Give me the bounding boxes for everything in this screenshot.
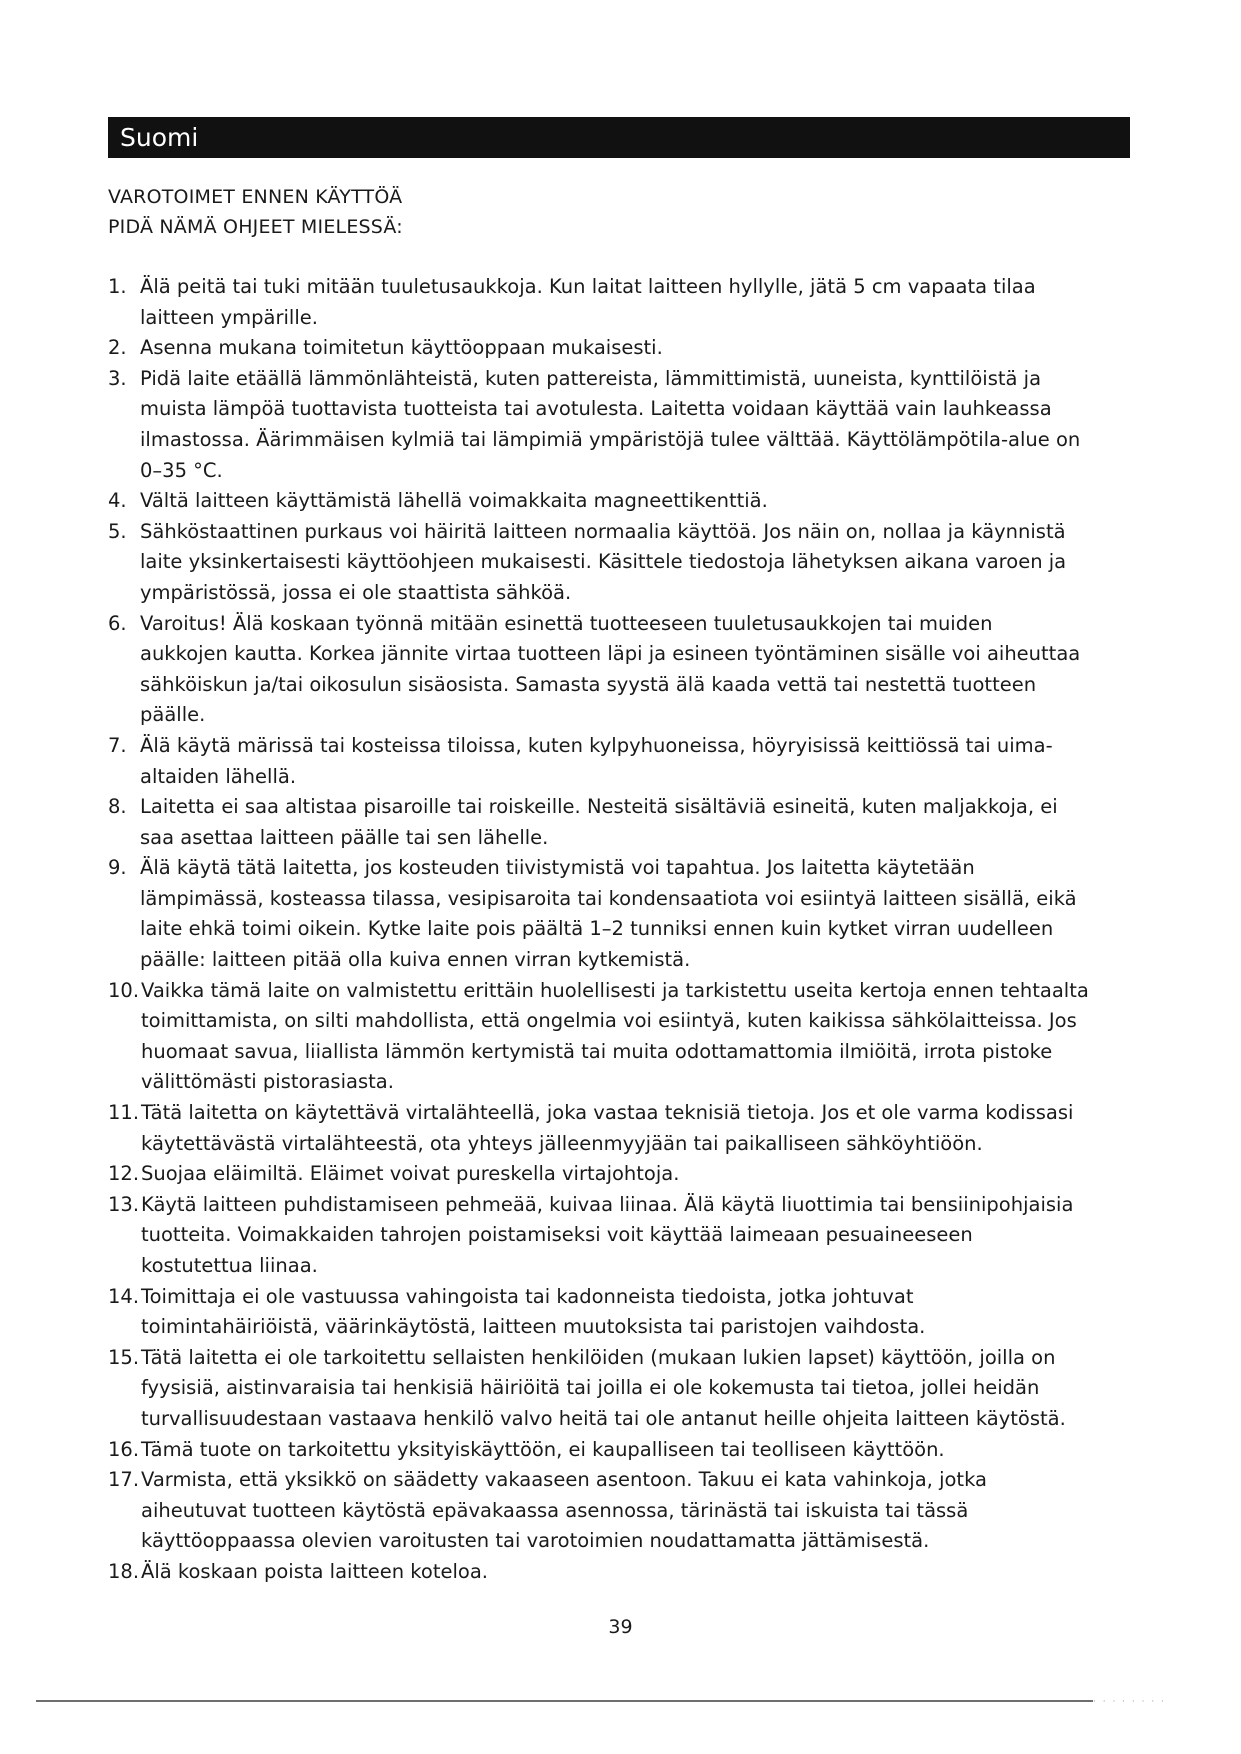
item-number: 17. [108,1468,140,1492]
precautions-heading [108,182,403,242]
list-item [108,1190,1153,1282]
item-number: 10. [108,978,140,1002]
item-text: Asenna mukana toimitetun käyttöoppaan mukaisesti. [140,336,663,360]
item-number: 4. [108,489,127,513]
list-item [108,1465,1153,1557]
list-item [108,1098,1153,1159]
item-number: 2. [108,336,127,360]
item-text: Sähköstaattinen purkaus voi häiritä laitteen normaalia käyttöä. Jos näin on, nollaa ja käynnistä laite yksinkertaisesti käyttöohjeen mukaisesti. Käsittele tiedostoja lähetyksen aikana varoen ja ympäristössä, jossa ei ole staattista sähköä. [140,519,1067,604]
item-text: Vältä laitteen käyttämistä lähellä voimakkaita magneettikenttiä. [140,489,768,513]
list-item [108,364,1153,486]
item-number: 6. [108,611,127,635]
item-text: Pidä laite etäällä lämmönlähteistä, kuten pattereista, lämmittimistä, uuneista, kynttilöistä ja muista lämpöä tuottavista tuotteista tai avotulesta. Laitetta voidaan käyttää vain lauhkeassa ilmastossa. Äärimmäisen kylmiä tai lämpimiä ympäristöjä tulee välttää. Käyttölämpötila-alue on 0–35 °C. [140,366,1081,482]
item-number: 5. [108,519,127,543]
item-number: 9. [108,856,127,880]
list-item [108,272,1153,333]
list-item [108,792,1153,853]
item-text: Älä käytä märissä tai kosteissa tiloissa, kuten kylpyhuoneissa, höyryisissä keittiössä tai uima- altaiden lähellä. [140,733,1053,788]
item-number: 11. [108,1101,140,1125]
heading-line-2: PIDÄ NÄMÄ OHJEET MIELESSÄ: [108,216,403,238]
footer-rule [36,1700,1093,1702]
list-item [108,517,1153,609]
item-number: 18. [108,1559,140,1583]
item-number: 1. [108,275,127,298]
item-number: 12. [108,1162,140,1186]
item-number: 14. [108,1284,140,1308]
list-item [108,1159,1153,1190]
footer-decoration: · · · · · · · · [1093,1697,1166,1707]
item-number: 15. [108,1345,140,1369]
item-text: Älä koskaan poista laitteen koteloa. [141,1559,488,1583]
item-text: Tätä laitetta on käytettävä virtalähteellä, joka vastaa teknisiä tietoja. Jos et ole varma kodissasi käytettävästä virtalähteestä, ota yhteys jälleenmyyjään tai paikalliseen sähköyhtiöön. [141,1101,1074,1155]
item-number: 8. [108,795,127,819]
heading-line-1: VAROTOIMET ENNEN KÄYTTÖÄ [108,186,403,208]
list-item [108,1557,1153,1588]
item-text: Varoitus! Älä koskaan työnnä mitään esinettä tuotteeseen tuuletusaukkojen tai muiden aukkojen kautta. Korkea jännite virtaa tuotteen läpi ja esineen työntäminen sisälle voi aiheuttaa sähköiskun ja/tai oikosulun sisäosista. Samasta syystä älä kaada vettä tai nestettä tuotteen päälle. [140,611,1081,727]
item-text: Älä peitä tai tuki mitään tuuletusaukkoja. Kun laitat laitteen hyllylle, jätä 5 cm vapaata tilaa laitteen ympärille. [140,275,1036,329]
list-item [108,486,1153,517]
item-text: Älä käytä tätä laitetta, jos kosteuden tiivistymistä voi tapahtua. Jos laitetta käytetään lämpimässä, kosteassa tilassa, vesipisaroita tai kondensaatiota voi esiintyä laitteen sisällä, eikä laite ehkä toimi oikein. Kytke laite pois päältä 1–2 tunniksi ennen kuin kytket virran uudelleen päälle: laitteen pitää olla kuiva ennen virran kytkemistä. [140,856,1077,972]
item-text: Vaikka tämä laite on valmistettu erittäin huolellisesti ja tarkistettu useita kertoja ennen tehtaalta toimittamista, on silti mahdollista, että ongelmia voi esiintyä, kuten kaikissa sähkölaitteissa. Jos huomaat savua, liiallista lämmön kertymistä tai muita odottamattomia ilmiöitä, irrota pistoke välittömästi pistorasiasta. [141,978,1089,1094]
list-item [108,731,1153,792]
item-number: 13. [108,1192,140,1216]
list-item [108,1343,1153,1435]
item-text: Varmista, että yksikkö on säädetty vakaaseen asentoon. Takuu ei kata vahinkoja, jotka aiheutuvat tuotteen käytöstä epävakaassa asennossa, tärinästä tai iskuista tai tässä käyttöoppaassa olevien varoitusten tai varotoimien noudattamatta jättämisestä. [141,1468,987,1553]
item-number: 16. [108,1437,140,1461]
list-item [108,333,1153,364]
item-number: 7. [108,733,127,757]
list-item [108,1282,1153,1343]
section-title-bar [108,117,1130,158]
list-item [108,853,1153,975]
list-item [108,976,1153,1098]
page-number: 39 [608,1616,633,1638]
section-title: Suomi [120,123,199,152]
item-text: Toimittaja ei ole vastuussa vahingoista tai kadonneista tiedoista, jotka johtuvat toimintahäiriöistä, väärinkäytöstä, laitteen muutoksista tai paristojen vaihdosta. [141,1284,926,1339]
item-number: 3. [108,366,127,390]
item-text: Laitetta ei saa altistaa pisaroille tai roiskeille. Nesteitä sisältäviä esineitä, kuten maljakkoja, ei saa asettaa laitteen päälle tai sen lähelle. [140,795,1058,849]
item-text: Käytä laitteen puhdistamiseen pehmeää, kuivaa liinaa. Älä käytä liuottimia tai bensiinipohjaisia tuotteita. Voimakkaiden tahrojen poistamiseksi voit käyttää laimeaan pesuaineeseen kostutettua liinaa. [141,1192,1074,1277]
item-text: Suojaa eläimiltä. Eläimet voivat pureskella virtajohtoja. [141,1162,680,1186]
list-item [108,609,1153,731]
item-text: Tämä tuote on tarkoitettu yksityiskäyttöön, ei kaupalliseen tai teolliseen käyttöön. [141,1437,945,1461]
item-text: Tätä laitetta ei ole tarkoitettu sellaisten henkilöiden (mukaan lukien lapset) käyttöön, joilla on fyysisiä, aistinvaraisia tai henkisiä häiriöitä tai joilla ei ole kokemusta tai tietoa, jollei heidän turvallisuudestaan vastaava henkilö valvo heitä tai ole antanut heille ohjeita laitteen käytöstä. [141,1345,1066,1430]
list-item [108,1435,1153,1466]
precautions-list [108,272,1153,1588]
